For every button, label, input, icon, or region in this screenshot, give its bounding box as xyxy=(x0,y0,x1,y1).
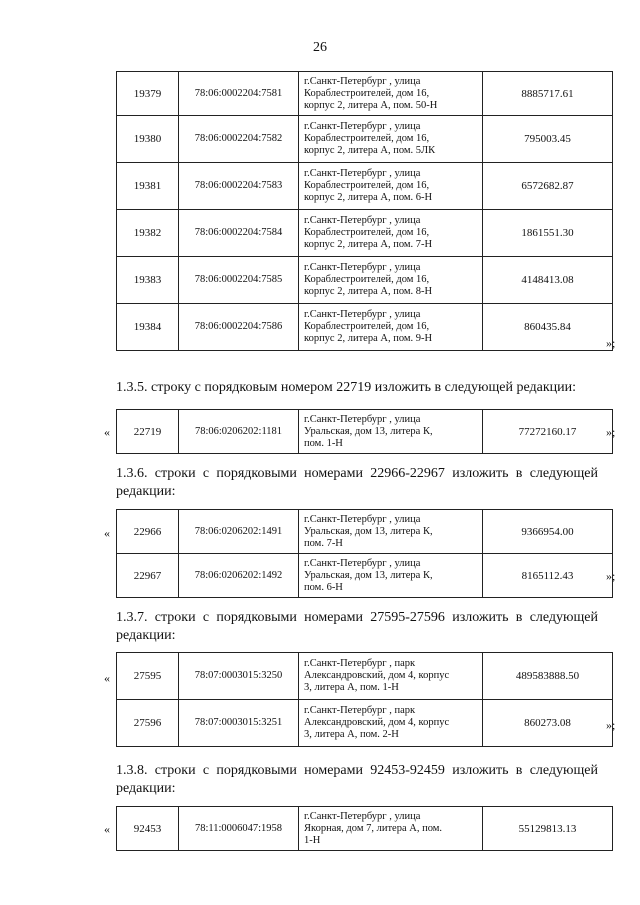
cadastral-number: 78:11:0006047:1958 xyxy=(179,807,299,851)
register-table-2 xyxy=(116,409,616,454)
address-line: Кораблестроителей, дом 16, xyxy=(304,133,430,144)
address-cell xyxy=(299,116,483,163)
address-line: Кораблестроителей, дом 16, xyxy=(304,87,430,99)
address-line: корпус 2, литера А, пом. 9-Н xyxy=(304,333,433,344)
cadastral-number: 78:07:0003015:3251 xyxy=(179,700,299,747)
address-line: корпус 2, литера А, пом. 50-Н xyxy=(304,99,438,111)
address-line: Уральская, дом 13, литера К, xyxy=(304,569,433,581)
address-line: г.Санкт-Петербург , улица xyxy=(304,215,421,226)
address-line: пом. 6-Н xyxy=(304,581,343,593)
cadastral-number: 78:06:0002204:7584 xyxy=(179,210,299,257)
cadastral-value: 860435.84 xyxy=(483,304,613,351)
cadastral-number: 78:07:0003015:3250 xyxy=(179,653,299,700)
table-row xyxy=(117,807,613,851)
address-line: г.Санкт-Петербург , улица xyxy=(304,513,421,525)
cadastral-value: 795003.45 xyxy=(483,116,613,163)
address-cell xyxy=(299,807,483,851)
cadastral-value: 6572682.87 xyxy=(483,163,613,210)
row-number: 19380 xyxy=(117,116,179,163)
address-line: г.Санкт-Петербург , улица xyxy=(304,262,421,273)
address-line: корпус 2, литера А, пом. 7-Н xyxy=(304,239,433,250)
row-number: 19384 xyxy=(117,304,179,351)
paragraph-1-3-6: 1.3.6. строки с порядковыми номерами 22966-22967 изложить в следующей редакции: xyxy=(116,466,598,499)
register-table-4 xyxy=(116,652,616,747)
address-line: Кораблестроителей, дом 16, xyxy=(304,321,430,332)
cadastral-number: 78:06:0206202:1492 xyxy=(179,554,299,598)
cadastral-value: 9366954.00 xyxy=(483,510,613,554)
address-line: корпус 2, литера А, пом. 5ЛК xyxy=(304,145,436,156)
address-line: г.Санкт-Петербург , улица xyxy=(304,309,421,320)
cadastral-number: 78:06:0002204:7585 xyxy=(179,257,299,304)
register-table-3 xyxy=(116,509,616,598)
table-row xyxy=(117,72,613,116)
address-line: 3, литера А, пом. 2-Н xyxy=(304,729,399,740)
row-number: 19382 xyxy=(117,210,179,257)
address-line: Кораблестроителей, дом 16, xyxy=(304,227,430,238)
address-line: Якорная, дом 7, литера А, пом. xyxy=(304,822,443,834)
address-cell xyxy=(299,163,483,210)
table-row xyxy=(117,410,613,454)
table-row xyxy=(117,163,613,210)
close-quote: »; xyxy=(606,336,616,350)
table-row xyxy=(117,510,613,554)
paragraph-1-3-5: 1.3.5. строку с порядковым номером 22719 изложить в следующей редакции: xyxy=(116,380,577,395)
close-quote: »; xyxy=(606,425,616,439)
row-number: 22966 xyxy=(117,510,179,554)
cadastral-value: 4148413.08 xyxy=(483,257,613,304)
cadastral-value: 8885717.61 xyxy=(483,72,613,116)
open-quote: « xyxy=(104,671,110,685)
address-line: г.Санкт-Петербург , улица xyxy=(304,75,421,87)
address-line: Уральская, дом 13, литера К, xyxy=(304,425,433,437)
address-line: пом. 7-Н xyxy=(304,537,343,549)
cadastral-number: 78:06:0206202:1491 xyxy=(179,510,299,554)
paragraph-1-3-8: 1.3.8. строки с порядковыми номерами 92453-92459 изложить в следующей редакции: xyxy=(116,763,598,796)
cadastral-number: 78:06:0002204:7581 xyxy=(179,72,299,116)
address-line: Кораблестроителей, дом 16, xyxy=(304,274,430,285)
address-line: корпус 2, литера А, пом. 8-Н xyxy=(304,286,433,297)
page-number: 26 xyxy=(313,40,327,55)
paragraph-1-3-7: 1.3.7. строки с порядковыми номерами 27595-27596 изложить в следующей редакции: xyxy=(116,610,598,643)
row-number: 19379 xyxy=(117,72,179,116)
cadastral-number: 78:06:0002204:7583 xyxy=(179,163,299,210)
address-cell xyxy=(299,510,483,554)
table-row xyxy=(117,210,613,257)
address-cell xyxy=(299,210,483,257)
open-quote: « xyxy=(104,526,110,540)
row-number: 19383 xyxy=(117,257,179,304)
row-number: 27596 xyxy=(117,700,179,747)
address-line: г.Санкт-Петербург , парк xyxy=(304,705,416,716)
register-table-5 xyxy=(116,806,613,851)
cadastral-number: 78:06:0002204:7582 xyxy=(179,116,299,163)
address-line: Александровский, дом 4, корпус xyxy=(304,717,450,728)
address-cell xyxy=(299,653,483,700)
address-line: Уральская, дом 13, литера К, xyxy=(304,525,433,537)
open-quote: « xyxy=(104,822,110,836)
address-cell xyxy=(299,410,483,454)
address-line: г.Санкт-Петербург , улица xyxy=(304,810,421,822)
address-line: пом. 1-Н xyxy=(304,437,343,449)
address-line: 3, литера А, пом. 1-Н xyxy=(304,682,399,693)
row-number: 27595 xyxy=(117,653,179,700)
table-row xyxy=(117,700,613,747)
address-line: 1-Н xyxy=(304,834,321,846)
address-cell xyxy=(299,257,483,304)
address-line: г.Санкт-Петербург , парк xyxy=(304,658,416,669)
table-row xyxy=(117,304,613,351)
close-quote: »; xyxy=(606,569,616,583)
address-cell xyxy=(299,700,483,747)
address-line: корпус 2, литера А, пом. 6-Н xyxy=(304,192,433,203)
row-number: 19381 xyxy=(117,163,179,210)
cadastral-value: 77272160.17 xyxy=(483,410,613,454)
row-number: 92453 xyxy=(117,807,179,851)
cadastral-number: 78:06:0206202:1181 xyxy=(179,410,299,454)
register-table-1 xyxy=(116,71,616,351)
cadastral-value: 860273.08 xyxy=(483,700,613,747)
address-cell xyxy=(299,72,483,116)
table-row xyxy=(117,653,613,700)
address-line: г.Санкт-Петербург , улица xyxy=(304,168,421,179)
close-quote: »; xyxy=(606,718,616,732)
cadastral-number: 78:06:0002204:7586 xyxy=(179,304,299,351)
address-line: Кораблестроителей, дом 16, xyxy=(304,180,430,191)
table-row xyxy=(117,116,613,163)
address-line: г.Санкт-Петербург , улица xyxy=(304,413,421,425)
table-row xyxy=(117,257,613,304)
cadastral-value: 8165112.43 xyxy=(483,554,613,598)
cadastral-value: 489583888.50 xyxy=(483,653,613,700)
row-number: 22967 xyxy=(117,554,179,598)
row-number: 22719 xyxy=(117,410,179,454)
address-cell xyxy=(299,304,483,351)
table-row xyxy=(117,554,613,598)
address-line: г.Санкт-Петербург , улица xyxy=(304,557,421,569)
cadastral-value: 55129813.13 xyxy=(483,807,613,851)
cadastral-value: 1861551.30 xyxy=(483,210,613,257)
address-cell xyxy=(299,554,483,598)
open-quote: « xyxy=(104,425,110,439)
address-line: г.Санкт-Петербург , улица xyxy=(304,121,421,132)
address-line: Александровский, дом 4, корпус xyxy=(304,670,450,681)
